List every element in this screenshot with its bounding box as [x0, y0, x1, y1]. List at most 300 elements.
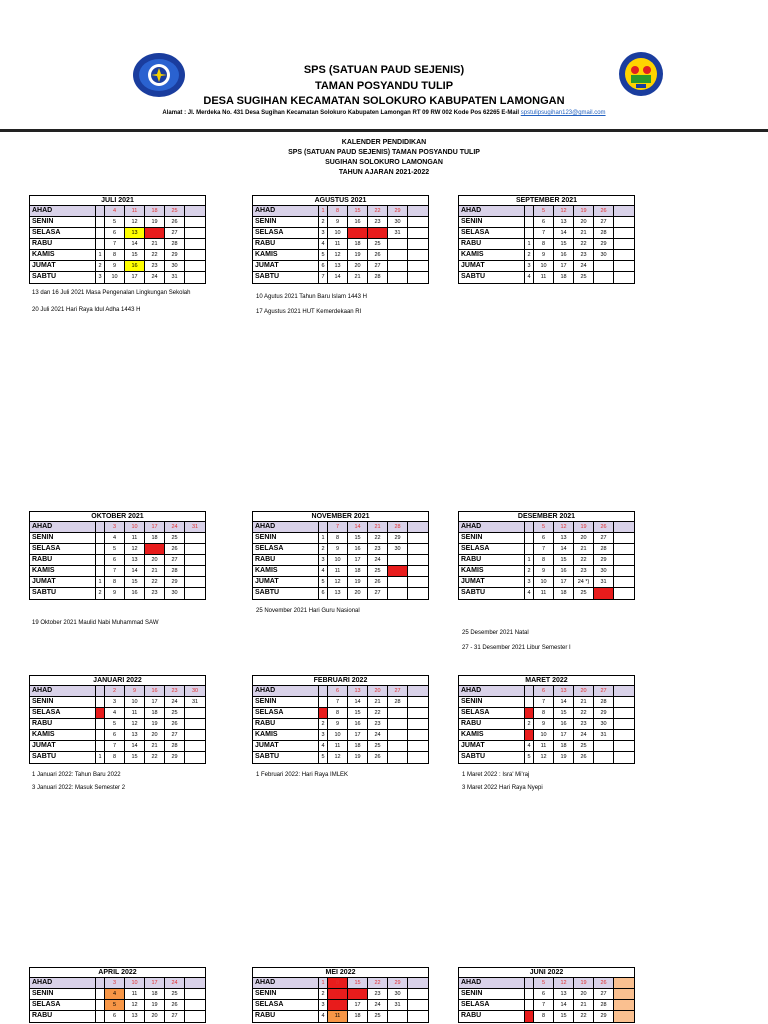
day-name: KAMIS [459, 566, 525, 576]
date-cell: 13 [125, 228, 145, 238]
date-cell: 6 [105, 730, 125, 740]
date-cell: 17 [348, 555, 368, 565]
date-cell: 9 [328, 217, 348, 227]
date-cell [525, 697, 534, 707]
date-cell: 10 [105, 272, 125, 283]
day-name: SENIN [459, 533, 525, 543]
date-cell [525, 1000, 534, 1010]
date-cell [388, 555, 408, 565]
date-cell: 26 [594, 978, 614, 988]
day-name: SELASA [459, 708, 525, 718]
date-cell: 7 [105, 741, 125, 751]
date-cell: 29 [388, 206, 408, 216]
date-cell [614, 250, 634, 260]
month-calendar [29, 967, 206, 1023]
date-cell [408, 989, 428, 999]
week-day-row [253, 978, 428, 989]
date-cell [408, 239, 428, 249]
month-title: FEBRUARI 2022 [253, 676, 428, 686]
day-name: SABTU [459, 272, 525, 283]
date-cell: 5 [525, 752, 534, 763]
month-title: AGUSTUS 2021 [253, 196, 428, 206]
date-cell: 25 [165, 708, 185, 718]
date-cell: 19 [554, 752, 574, 763]
date-cell [96, 719, 105, 729]
date-cell: 19 [348, 577, 368, 587]
date-cell [594, 752, 614, 763]
date-cell: 22 [368, 978, 388, 988]
day-name: KAMIS [253, 250, 319, 260]
date-cell [185, 719, 205, 729]
date-cell: 16 [554, 719, 574, 729]
date-cell: 18 [348, 566, 368, 576]
date-cell: 27 [368, 588, 388, 599]
day-name: RABU [459, 1011, 525, 1022]
week-day-row [30, 555, 205, 566]
date-cell: 1 [96, 250, 105, 260]
date-cell: 4 [105, 989, 125, 999]
date-cell [388, 577, 408, 587]
date-cell [408, 228, 428, 238]
date-cell: 13 [125, 1011, 145, 1022]
date-cell [96, 555, 105, 565]
date-cell [388, 730, 408, 740]
day-name: SENIN [459, 217, 525, 227]
month-title: JANUARI 2022 [30, 676, 205, 686]
date-cell: 6 [319, 261, 328, 271]
day-name: AHAD [459, 686, 525, 696]
date-cell: 31 [594, 730, 614, 740]
date-cell: 8 [105, 752, 125, 763]
date-cell: 1 [319, 978, 328, 988]
event-note: 17 Agustus 2021 HUT Kemerdekaan RI [256, 309, 362, 315]
week-day-row [459, 752, 634, 763]
date-cell [388, 708, 408, 718]
date-cell: 27 [368, 261, 388, 271]
week-day-row [30, 752, 205, 763]
week-day-row [30, 206, 205, 217]
date-cell: 1 [525, 555, 534, 565]
week-day-row [459, 741, 634, 752]
letterhead [0, 0, 768, 140]
date-cell: 26 [368, 250, 388, 260]
week-day-row [253, 588, 428, 599]
date-cell: 17 [554, 261, 574, 271]
date-cell: 18 [554, 588, 574, 599]
date-cell: 17 [554, 577, 574, 587]
day-name: SELASA [30, 708, 96, 718]
week-day-row [253, 261, 428, 272]
date-cell: 27 [594, 989, 614, 999]
week-day-row [459, 533, 634, 544]
day-name: RABU [253, 1011, 319, 1022]
date-cell: 7 [534, 1000, 554, 1010]
week-day-row [30, 1011, 205, 1022]
date-cell: 22 [574, 555, 594, 565]
week-day-row [253, 686, 428, 697]
day-name: SELASA [459, 544, 525, 554]
date-cell: 24 *) [574, 577, 594, 587]
date-cell: 12 [554, 522, 574, 532]
week-day-row [30, 522, 205, 533]
date-cell [96, 1011, 105, 1022]
date-cell: 21 [145, 239, 165, 249]
date-cell: 1 [319, 708, 328, 718]
date-cell: 13 [348, 686, 368, 696]
date-cell: 14 [554, 544, 574, 554]
event-note: 3 Maret 2022 Hari Raya Nyepi [462, 785, 543, 791]
letterhead-line-3: DESA SUGIHAN KECAMATAN SOLOKURO KABUPATEN LAMONGAN [203, 95, 565, 107]
date-cell [96, 1000, 105, 1010]
week-day-row [459, 708, 634, 719]
date-cell: 3 [105, 522, 125, 532]
date-cell: 10 [534, 730, 554, 740]
date-cell: 8 [105, 250, 125, 260]
day-name: SABTU [253, 752, 319, 763]
date-cell: 9 [534, 250, 554, 260]
date-cell: 19 [574, 978, 594, 988]
date-cell: 18 [348, 239, 368, 249]
date-cell: 17 [145, 522, 165, 532]
day-name: JUMAT [253, 741, 319, 751]
week-day-row [459, 697, 634, 708]
date-cell: 25 [368, 239, 388, 249]
date-cell: 17 [348, 228, 368, 238]
date-cell [185, 228, 205, 238]
day-name: SENIN [253, 697, 319, 707]
week-day-row [459, 272, 634, 283]
date-cell [185, 752, 205, 763]
date-cell: 14 [348, 522, 368, 532]
date-cell: 24 [165, 522, 185, 532]
date-cell [185, 566, 205, 576]
month-calendar [252, 675, 429, 764]
date-cell: 20 [574, 533, 594, 543]
date-cell: 23 [368, 719, 388, 729]
date-cell [185, 1000, 205, 1010]
date-cell: 22 [368, 533, 388, 543]
date-cell: 23 [368, 989, 388, 999]
date-cell: 5 [319, 752, 328, 763]
date-cell: 28 [594, 1000, 614, 1010]
date-cell [96, 544, 105, 554]
letterhead-address [0, 110, 768, 116]
date-cell: 11 [328, 566, 348, 576]
date-cell: 27 [165, 730, 185, 740]
date-cell [614, 978, 634, 988]
week-day-row [459, 250, 634, 261]
week-day-row [253, 206, 428, 217]
week-day-row [459, 978, 634, 989]
day-name: AHAD [30, 686, 96, 696]
date-cell: 7 [105, 239, 125, 249]
email-link[interactable]: spstulipsugihan123@gmail.com [520, 110, 606, 116]
date-cell [408, 752, 428, 763]
date-cell: 20 [574, 989, 594, 999]
date-cell: 4 [105, 533, 125, 543]
date-cell [614, 239, 634, 249]
date-cell: 6 [534, 989, 554, 999]
date-cell: 10 [125, 522, 145, 532]
day-name: JUMAT [253, 261, 319, 271]
week-day-row [253, 544, 428, 555]
date-cell: 3 [319, 730, 328, 740]
date-cell: 1 [319, 206, 328, 216]
date-cell [408, 555, 428, 565]
date-cell: 19 [145, 719, 165, 729]
date-cell: 7 [319, 272, 328, 283]
address-text: Alamat : Jl. Merdeka No. 431 Desa Sugihan Kecamatan Solokuro Kabupaten Lamongan RT 09 RW 002 Kode Pos 62265 E-Mail [162, 110, 521, 116]
date-cell [408, 577, 428, 587]
day-name: SABTU [459, 752, 525, 763]
date-cell [185, 533, 205, 543]
date-cell: 25 [165, 989, 185, 999]
date-cell [185, 588, 205, 599]
week-day-row [253, 250, 428, 261]
week-day-row [459, 217, 634, 228]
date-cell [185, 708, 205, 718]
date-cell: 11 [328, 741, 348, 751]
week-day-row [459, 522, 634, 533]
date-cell: 28 [594, 697, 614, 707]
date-cell: 9 [534, 719, 554, 729]
date-cell: 24 [574, 730, 594, 740]
date-cell: 27 [165, 555, 185, 565]
month-title: DESEMBER 2021 [459, 512, 634, 522]
date-cell: 17 [145, 978, 165, 988]
month-title: MARET 2022 [459, 676, 634, 686]
date-cell [408, 272, 428, 283]
date-cell: 28 [165, 741, 185, 751]
date-cell: 11 [534, 588, 554, 599]
month-calendar [458, 511, 635, 600]
date-cell: 30 [594, 566, 614, 576]
date-cell: 30 [594, 719, 614, 729]
date-cell: 19 [145, 544, 165, 554]
date-cell [388, 261, 408, 271]
date-cell: 19 [574, 522, 594, 532]
date-cell [408, 217, 428, 227]
date-cell: 29 [165, 577, 185, 587]
date-cell: 16 [554, 566, 574, 576]
date-cell: 14 [554, 228, 574, 238]
date-cell: 8 [534, 239, 554, 249]
date-cell: 25 [574, 272, 594, 283]
date-cell [388, 752, 408, 763]
date-cell: 3 [319, 1000, 328, 1010]
date-cell: 16 [145, 686, 165, 696]
event-note: 25 November 2021 Hari Guru Nasional [256, 608, 360, 614]
week-day-row [253, 741, 428, 752]
day-name: AHAD [253, 522, 319, 532]
date-cell: 4 [525, 588, 534, 599]
date-cell: 19 [574, 206, 594, 216]
date-cell: 21 [368, 522, 388, 532]
week-day-row [30, 741, 205, 752]
date-cell [388, 1011, 408, 1022]
month-title: OKTOBER 2021 [30, 512, 205, 522]
date-cell: 19 [145, 217, 165, 227]
date-cell [408, 730, 428, 740]
date-cell: 17 [145, 697, 165, 707]
date-cell: 29 [388, 978, 408, 988]
date-cell: 16 [348, 217, 368, 227]
date-cell: 24 [574, 261, 594, 271]
date-cell [614, 686, 634, 696]
month-calendar [458, 967, 635, 1023]
date-cell: 13 [554, 686, 574, 696]
date-cell [614, 555, 634, 565]
day-name: SELASA [30, 544, 96, 554]
week-day-row [30, 239, 205, 250]
date-cell: 8 [534, 555, 554, 565]
date-cell: 14 [125, 741, 145, 751]
date-cell [614, 989, 634, 999]
date-cell: 17 [554, 730, 574, 740]
date-cell [525, 522, 534, 532]
date-cell: 14 [125, 566, 145, 576]
week-day-row [459, 544, 634, 555]
day-name: SABTU [253, 588, 319, 599]
month-calendar [252, 967, 429, 1023]
date-cell: 9 [328, 989, 348, 999]
date-cell: 26 [368, 752, 388, 763]
month-calendar [29, 195, 206, 284]
date-cell: 8 [534, 708, 554, 718]
date-cell: 15 [554, 1011, 574, 1022]
date-cell: 20 [145, 730, 165, 740]
date-cell: 29 [388, 533, 408, 543]
date-cell: 24 [145, 272, 165, 283]
date-cell [614, 217, 634, 227]
week-day-row [253, 1000, 428, 1011]
date-cell: 31 [388, 1000, 408, 1010]
date-cell: 5 [319, 250, 328, 260]
date-cell: 15 [348, 708, 368, 718]
week-day-row [459, 555, 634, 566]
day-name: KAMIS [30, 250, 96, 260]
day-name: SENIN [30, 217, 96, 227]
day-name: SELASA [30, 228, 96, 238]
day-name: RABU [253, 719, 319, 729]
date-cell [185, 577, 205, 587]
day-name: SELASA [459, 1000, 525, 1010]
date-cell: 15 [348, 206, 368, 216]
week-day-row [253, 522, 428, 533]
date-cell: 26 [165, 719, 185, 729]
day-name: JUMAT [459, 741, 525, 751]
week-day-row [459, 566, 634, 577]
week-day-row [30, 989, 205, 1000]
date-cell [614, 708, 634, 718]
event-note: 1 Februari 2022: Hari Raya IMLEK [256, 772, 349, 778]
date-cell [388, 719, 408, 729]
date-cell: 21 [574, 228, 594, 238]
date-cell: 30 [165, 588, 185, 599]
date-cell [614, 697, 634, 707]
date-cell [408, 566, 428, 576]
event-note: 13 dan 16 Juli 2021 Masa Pengenalan Lingkungan Sekolah [32, 290, 191, 296]
letterhead-line-1: SPS (SATUAN PAUD SEJENIS) [303, 64, 465, 76]
month-calendar [29, 675, 206, 764]
week-day-row [459, 686, 634, 697]
date-cell: 28 [165, 239, 185, 249]
date-cell [614, 588, 634, 599]
date-cell: 3 [525, 261, 534, 271]
date-cell [594, 588, 614, 599]
date-cell [594, 272, 614, 283]
date-cell: 15 [554, 708, 574, 718]
week-day-row [459, 1011, 634, 1022]
date-cell [388, 566, 408, 576]
day-name: JUMAT [30, 577, 96, 587]
date-cell: 11 [534, 272, 554, 283]
date-cell: 15 [125, 752, 145, 763]
date-cell: 17 [125, 272, 145, 283]
date-cell: 26 [594, 206, 614, 216]
date-cell [614, 206, 634, 216]
date-cell: 12 [125, 544, 145, 554]
date-cell: 5 [105, 719, 125, 729]
date-cell: 31 [388, 228, 408, 238]
week-day-row [30, 261, 205, 272]
date-cell [525, 217, 534, 227]
date-cell: 13 [125, 730, 145, 740]
week-day-row [253, 719, 428, 730]
date-cell: 13 [554, 989, 574, 999]
date-cell: 8 [328, 206, 348, 216]
date-cell [388, 588, 408, 599]
week-day-row [30, 217, 205, 228]
week-day-row [30, 577, 205, 588]
week-day-row [30, 697, 205, 708]
week-day-row [253, 989, 428, 1000]
date-cell: 5 [105, 1000, 125, 1010]
date-cell: 22 [574, 708, 594, 718]
date-cell [408, 686, 428, 696]
date-cell: 28 [388, 697, 408, 707]
date-cell [614, 522, 634, 532]
date-cell: 2 [319, 989, 328, 999]
date-cell: 20 [145, 228, 165, 238]
week-day-row [253, 566, 428, 577]
date-cell: 27 [165, 228, 185, 238]
date-cell: 27 [594, 533, 614, 543]
day-name: RABU [253, 555, 319, 565]
week-day-row [459, 239, 634, 250]
day-name: AHAD [30, 522, 96, 532]
date-cell [96, 978, 105, 988]
date-cell [408, 522, 428, 532]
date-cell: 4 [319, 566, 328, 576]
week-day-row [253, 577, 428, 588]
date-cell: 26 [574, 752, 594, 763]
week-day-row [253, 555, 428, 566]
date-cell: 30 [388, 544, 408, 554]
date-cell: 23 [165, 686, 185, 696]
date-cell: 13 [554, 217, 574, 227]
date-cell: 11 [125, 989, 145, 999]
date-cell: 25 [368, 566, 388, 576]
month-title: NOVEMBER 2021 [253, 512, 428, 522]
week-day-row [30, 1000, 205, 1011]
date-cell: 20 [348, 588, 368, 599]
date-cell [408, 206, 428, 216]
date-cell [96, 522, 105, 532]
date-cell: 3 [105, 697, 125, 707]
date-cell: 23 [145, 588, 165, 599]
date-cell [388, 250, 408, 260]
